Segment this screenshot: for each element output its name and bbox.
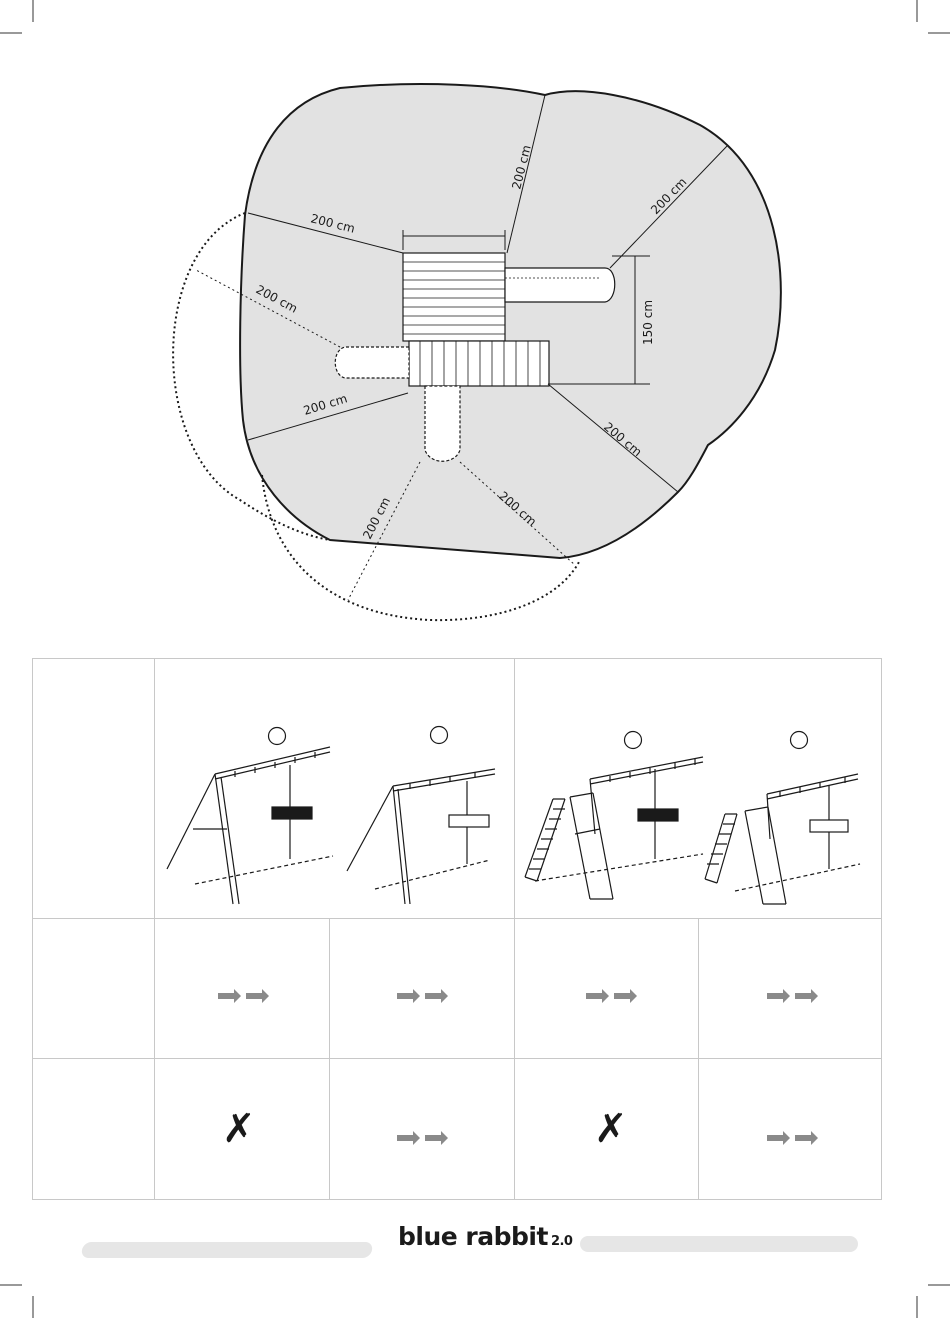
dim-label-top-right: 200 cm	[648, 174, 690, 218]
grid-col-2	[329, 918, 330, 1200]
dim-label-top-left: 200 cm	[309, 211, 357, 236]
dim-label-left-dotted: 200 cm	[253, 282, 300, 316]
dim-label-height: 150 cm	[641, 299, 655, 345]
swing-frame-4-with-climber	[705, 732, 860, 905]
brand-name: blue rabbit	[398, 1222, 548, 1251]
grid-row-1	[32, 918, 882, 919]
dim-label-right: 200 cm	[601, 419, 645, 460]
arrows-icon	[765, 1128, 825, 1148]
cross-icon: ✗	[222, 1106, 256, 1152]
arrows-icon	[584, 986, 644, 1006]
footer-band-right	[580, 1236, 858, 1252]
grid-row-2	[32, 1058, 882, 1059]
swing-frame-3-with-climber	[525, 732, 703, 900]
brand-version: 2.0	[550, 1234, 573, 1249]
safety-zone-diagram	[0, 0, 950, 640]
arrows-icon	[216, 986, 276, 1006]
dim-label-bottom-right: 200 cm	[496, 488, 540, 529]
grid-col-5	[881, 658, 882, 1200]
footer-band-left	[81, 1242, 374, 1258]
arrows-icon	[395, 986, 455, 1006]
swing-frame-1	[167, 728, 333, 905]
dim-label-left: 200 cm	[301, 391, 349, 418]
arrows-icon	[765, 986, 825, 1006]
arrows-icon	[395, 1128, 455, 1148]
dim-label-bottom: 200 cm	[360, 494, 394, 542]
dim-label-top: 200 cm	[509, 143, 534, 191]
safety-zone-area	[240, 84, 781, 558]
swing-frame-2	[347, 727, 495, 905]
cross-icon: ✗	[594, 1106, 628, 1152]
grid-bottom	[32, 1199, 882, 1200]
grid-col-0	[32, 658, 33, 1200]
grid-col-4	[698, 918, 699, 1200]
swing-illustrations	[155, 659, 881, 918]
brand-logo	[398, 1222, 572, 1251]
